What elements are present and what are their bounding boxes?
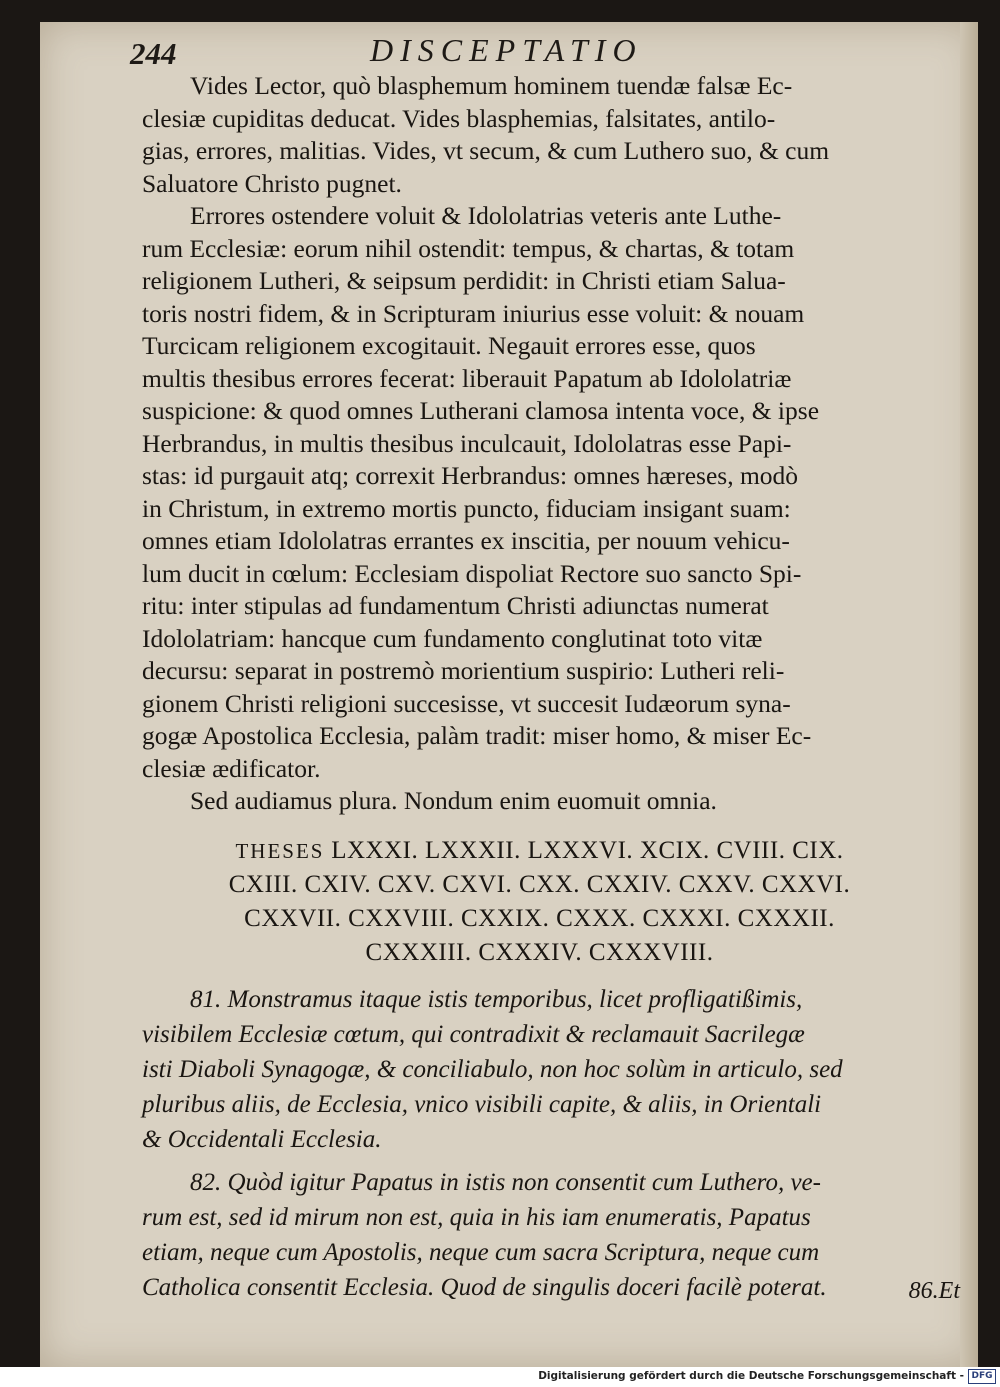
page-edge	[960, 22, 978, 1367]
digitization-footer	[0, 1367, 1000, 1387]
thesis-82	[142, 1165, 937, 1305]
thesis-text: Monstramus itaque istis temporibus, licet profligatißimis,	[227, 985, 803, 1013]
text-line: suspicione: & quod omnes Lutherani clamosa intenta voce, & ipse	[142, 396, 820, 425]
text-line: Sed audiamus plura. Nondum enim euomuit omnia.	[190, 786, 717, 815]
thesis-81	[142, 982, 937, 1157]
thesis-text: Quòd igitur Papatus in istis non consentit cum Luthero, ve-	[227, 1168, 821, 1196]
theses-heading-line: CXXVII. CXXVIII. CXXIX. CXXX. CXXXI. CXXXII.	[244, 904, 835, 932]
text-line: gogæ Apostolica Ecclesia, palàm tradit: miser homo, & miser Ec-	[142, 721, 812, 750]
text-line: pluribus aliis, de Ecclesia, vnico visibili capite, & aliis, in Orientali	[142, 1090, 822, 1118]
text-line: ritu: inter stipulas ad fundamentum Christi adiunctas numerat	[142, 591, 769, 620]
text-line: & Occidentali Ecclesia.	[142, 1125, 382, 1153]
text-line	[142, 1165, 937, 1200]
text-line	[142, 982, 937, 1017]
text-line: Turcicam religionem excogitauit. Negauit errores esse, quos	[142, 331, 756, 360]
text-line: gionem Christi religioni succesisse, vt succesit Iudæorum syna-	[142, 688, 791, 718]
text-line: religionem Lutheri, & seipsum perdidit: in Christi etiam Salua-	[142, 266, 786, 295]
theses-list	[142, 982, 937, 1305]
text-line: decursu: separat in postremò morientium suspirio: Lutheri reli-	[142, 656, 785, 685]
catchword: 86.Et	[908, 1278, 960, 1304]
theses-heading	[142, 834, 937, 970]
text-line: gias, errores, malitias. Vides, vt secum, & cum Luthero suo, & cum	[142, 136, 830, 165]
theses-label: THESES	[235, 838, 325, 863]
text-line: Herbrandus, in multis thesibus inculcauit, Idololatras esse Papi-	[142, 428, 792, 458]
text-line: Vides Lector, quò blasphemum hominem tuendæ falsæ Ec-	[190, 71, 793, 100]
text-line: clesiæ cupiditas deducat. Vides blasphemias, falsitates, antilo-	[142, 103, 776, 133]
text-line: Idololatriam: hancque cum fundamento conglutinat toto vitæ	[142, 623, 763, 653]
theses-heading-line: CXXXIII. CXXXIV. CXXXVIII.	[365, 938, 714, 966]
text-line: multis thesibus errores fecerat: liberauit Papatum ab Idololatriæ	[142, 363, 792, 393]
text-line: clesiæ ædificator.	[142, 753, 321, 783]
paragraph	[142, 785, 937, 818]
text-line: Saluatore Christo pugnet.	[142, 168, 402, 198]
text-line: in Christum, in extremo mortis puncto, fiduciam insigant suam:	[142, 493, 791, 523]
text-line: Errores ostendere voluit & Idololatrias veteris ante Luthe-	[190, 201, 782, 230]
theses-heading-line	[142, 834, 937, 868]
text-line: rum Ecclesiæ: eorum nihil ostendit: tempus, & chartas, & totam	[142, 233, 795, 263]
text-line: stas: id purgauit atq; correxit Herbrandus: omnes hæreses, modò	[142, 461, 799, 490]
text-line: isti Diaboli Synagogæ, & conciliabulo, non hoc solùm in articulo, sed	[142, 1055, 843, 1083]
funding-credit: Digitalisierung gefördert durch die Deutsche Forschungsgemeinschaft -	[538, 1370, 964, 1382]
dfg-logo: DFG	[968, 1369, 996, 1384]
paragraph	[142, 70, 937, 200]
text-line: etiam, neque cum Apostolis, neque cum sacra Scriptura, neque cum	[142, 1238, 820, 1266]
theses-heading-line: CXIII. CXIV. CXV. CXVI. CXX. CXXIV. CXXV. CXXVI.	[228, 870, 851, 898]
thesis-number: 82.	[190, 1168, 222, 1196]
text-line: visibilem Ecclesiæ cœtum, qui contradixit & reclamauit Sacrilegæ	[142, 1020, 805, 1048]
page-number: 244	[130, 36, 177, 71]
text-line: rum est, sed id mirum non est, quia in his iam enumeratis, Papatus	[142, 1203, 811, 1231]
main-text	[142, 70, 937, 1305]
text-line: lum ducit in cœlum: Ecclesiam dispoliat Rectore suo sancto Spi-	[142, 558, 802, 588]
paragraph	[142, 200, 937, 785]
text-line: Catholica consentit Ecclesia. Quod de singulis doceri facilè poterat.	[142, 1273, 827, 1301]
theses-numerals: LXXXI. LXXXII. LXXXVI. XCIX. CVIII. CIX.	[331, 836, 844, 864]
running-title: DISCEPTATIO	[370, 32, 643, 68]
text-line: toris nostri fidem, & in Scripturam iniurius esse voluit: & nouam	[142, 298, 805, 328]
thesis-number: 81.	[190, 985, 222, 1013]
text-line: omnes etiam Idololatras errantes ex inscitia, per nouum vehicu-	[142, 526, 790, 555]
